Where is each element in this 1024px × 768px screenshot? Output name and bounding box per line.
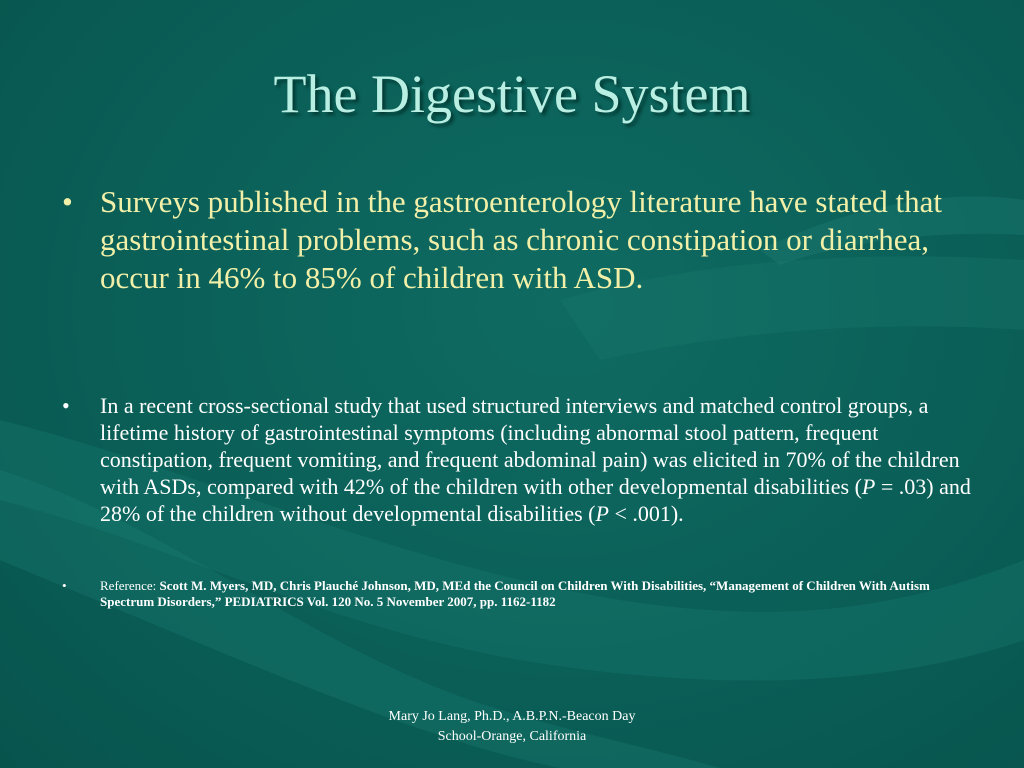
reference-citation: Scott M. Myers, MD, Chris Plauché Johnson, MD, MEd the Council on Children With Disabilities, “Management of Children With Autism Spectrum Disorders,” PEDIATRICS Vol. 120 No. 5 November 2007, pp. 1162-1182 (100, 578, 930, 609)
slide-title: The Digestive System (273, 64, 751, 124)
reference-label: Reference: (100, 578, 160, 593)
p-value-symbol-1: P (861, 474, 876, 499)
bullet-text: Surveys published in the gastroenterology literature have stated that gastrointestinal problems, such as chronic constipation or diarrhea, occur in 46% to 85% of children with ASD. (100, 184, 942, 295)
bullet-reference (62, 578, 962, 610)
bullet-marker: • (62, 578, 67, 593)
bullet-marker: • (62, 393, 70, 418)
bullet-marker: • (62, 184, 73, 219)
footer-line-2: School-Orange, California (437, 729, 587, 744)
footer-line-1: Mary Jo Lang, Ph.D., A.B.P.N.-Beacon Day (388, 709, 636, 724)
bullet-text (100, 392, 972, 527)
bullet-cross-sectional-study (62, 392, 972, 527)
bullet-gi-surveys (62, 183, 962, 297)
slide-footer (352, 707, 672, 747)
study-text-b: = .03) and 28% of the children without developmental disabilities ( (100, 474, 971, 526)
p-value-symbol-2: P (595, 501, 609, 526)
study-text-a: In a recent cross-sectional study that used structured interviews and matched control groups, a lifetime history of gastrointestinal symptoms (including abnormal stool pattern, frequent constipation, frequent vomiting, and frequent abdominal pain) was elicited in 70% of the children with ASDs, compared with 42% of the children with other developmental disabilities ( (100, 393, 960, 499)
reference-text (100, 578, 962, 610)
study-text-c: < .001). (608, 501, 684, 526)
